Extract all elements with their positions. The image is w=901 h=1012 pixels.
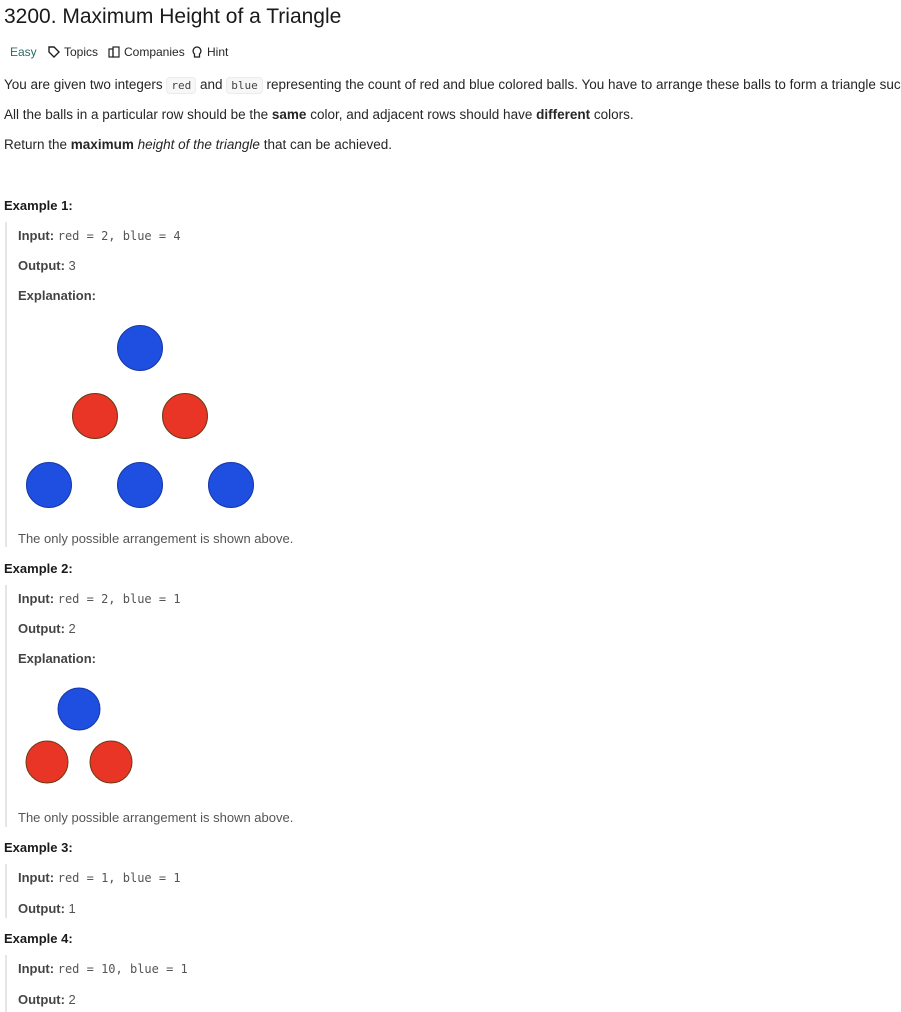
example-1-explanation-label: Explanation:	[18, 288, 97, 303]
topics-button[interactable]	[48, 45, 98, 59]
red-ball	[90, 741, 132, 783]
problem-title: 3200. Maximum Height of a Triangle	[4, 5, 342, 28]
example-2-caption: The only possible arrangement is shown above.	[18, 810, 294, 825]
example-1-input: Input: red = 2, blue = 4	[18, 228, 181, 243]
building-icon	[108, 46, 120, 58]
example-3-input: Input: red = 1, blue = 1	[18, 870, 181, 885]
blue-ball	[58, 688, 100, 730]
example-4-title: Example 4:	[4, 931, 73, 946]
example-3-output: Output: 1	[18, 901, 76, 916]
example-2-title: Example 2:	[4, 561, 73, 576]
example-4-border	[5, 955, 7, 1012]
example-2-explanation-label: Explanation:	[18, 651, 97, 666]
example-3-title: Example 3:	[4, 840, 73, 855]
example-1-output: Output: 3	[18, 258, 76, 273]
blue-ball	[209, 463, 254, 508]
blue-ball	[27, 463, 72, 508]
example-2-figure	[0, 680, 160, 790]
blue-ball	[118, 326, 163, 371]
lightbulb-icon	[191, 46, 203, 58]
companies-label: Companies	[124, 45, 185, 59]
red-ball	[73, 394, 118, 439]
example-3-border	[5, 864, 7, 918]
description-paragraph-2: All the balls in a particular row should be the same color, and adjacent rows should have different colors.	[4, 107, 634, 122]
description-paragraph-3: Return the maximum height of the triangle that can be achieved.	[4, 137, 393, 152]
difficulty-label: Easy	[10, 45, 37, 59]
topics-label: Topics	[64, 45, 99, 59]
companies-button[interactable]	[108, 45, 185, 59]
red-ball	[26, 741, 68, 783]
example-1-figure	[0, 320, 270, 510]
example-2-input: Input: red = 2, blue = 1	[18, 591, 181, 606]
example-1-title: Example 1:	[4, 198, 73, 213]
tag-icon	[48, 46, 60, 58]
example-4-input: Input: red = 10, blue = 1	[18, 961, 188, 976]
blue-ball	[118, 463, 163, 508]
red-ball	[163, 394, 208, 439]
hint-label: Hint	[207, 45, 229, 59]
hint-button[interactable]	[191, 45, 228, 59]
example-1-caption: The only possible arrangement is shown above.	[18, 531, 294, 546]
difficulty-badge	[10, 45, 37, 59]
description-paragraph-1: You are given two integers red and blue representing the count of red and blue colored balls. You have to arrange these balls to form a triangle suc	[4, 77, 901, 92]
example-4-output: Output: 2	[18, 992, 76, 1007]
example-2-output: Output: 2	[18, 621, 76, 636]
